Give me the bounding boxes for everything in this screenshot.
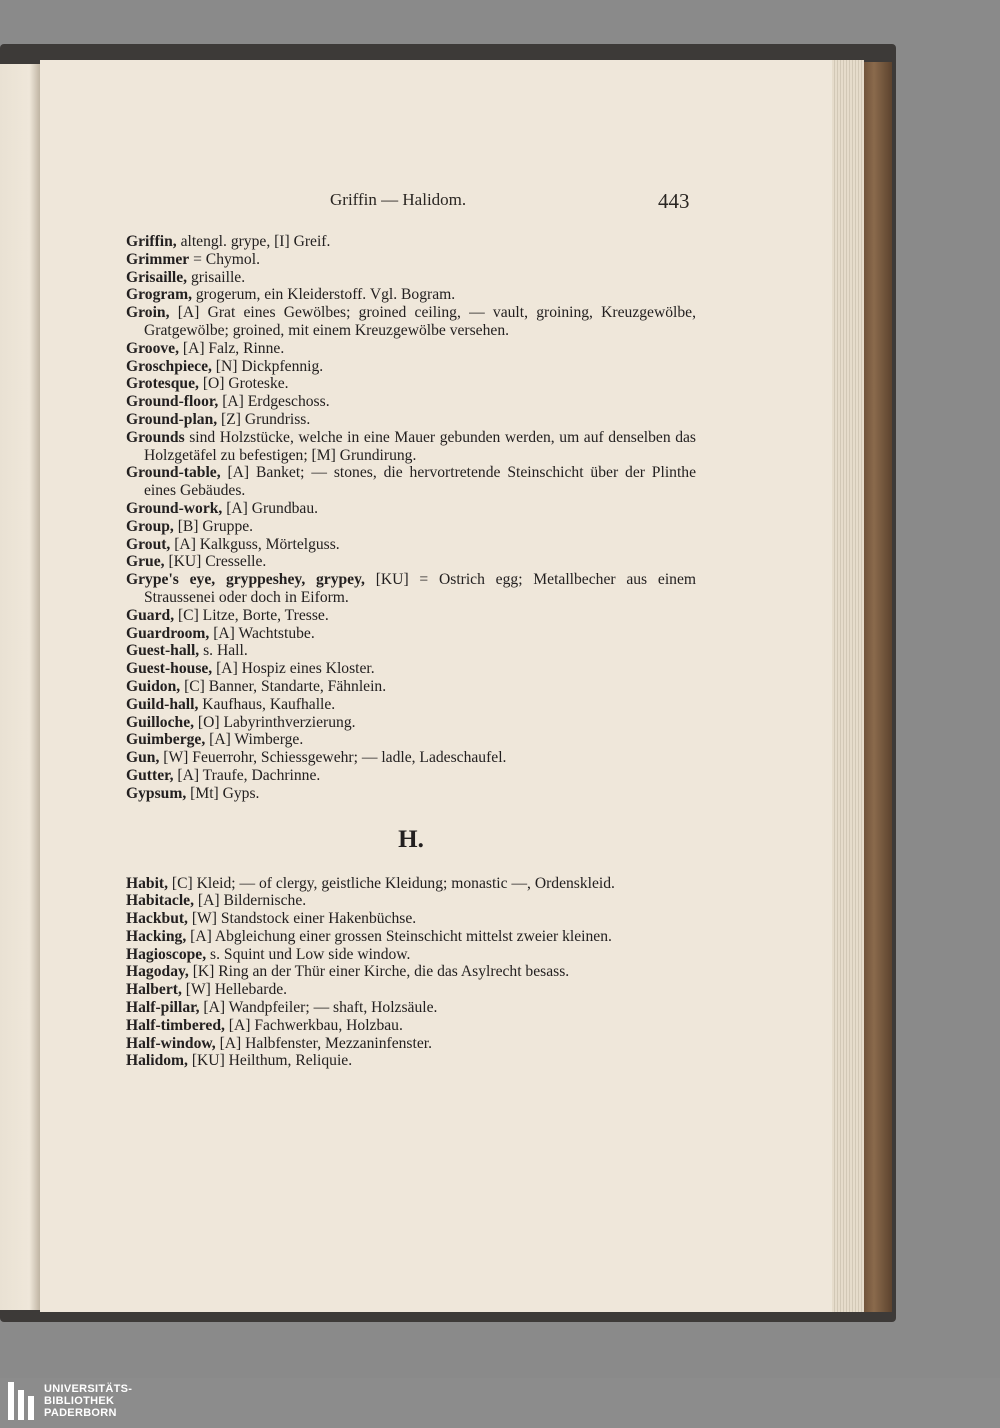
dictionary-entry [126,892,696,910]
library-logo-text [44,1383,132,1419]
library-logo [8,1382,132,1420]
entry-definition: [C] Kleid; — of clergy, geistliche Kleidung; monastic —, Ordenskleid. [168,874,615,892]
dictionary-entry [126,286,696,304]
dictionary-entry [126,785,696,803]
entry-definition: altengl. grype, [I] Greif. [176,233,331,250]
dictionary-entry [126,375,696,393]
entry-headword: Gun, [126,749,160,767]
library-logo-icon [8,1382,34,1420]
entry-headword: Grout, [126,535,171,553]
entry-definition: [A] Grundbau. [222,499,319,517]
entry-definition: grogerum, ein Kleiderstoff. Vgl. Bogram. [191,286,456,304]
entry-definition: [W] Standstock einer Hakenbüchse. [187,910,417,928]
entry-definition: grisaille. [187,268,246,286]
dictionary-entry [126,553,696,571]
dictionary-entries [126,233,696,1070]
entry-definition: [C] Banner, Standarte, Fähnlein. [180,677,387,695]
entry-headword: Hackbut, [126,910,188,928]
dictionary-entry [126,714,696,732]
entry-definition: [K] Ring an der Thür einer Kirche, die das Asylrecht besass. [188,963,570,981]
dictionary-entry [126,411,696,429]
entry-headword: Grounds [126,428,185,446]
entry-headword: Guest-hall, [126,642,200,660]
dictionary-entry [126,696,696,714]
dictionary-entry [126,464,696,500]
dictionary-entry [126,660,696,678]
book-spine [862,62,892,1312]
entry-definition: [KU] = Ostrich egg; Metallbecher aus einem Straussenei oder doch in Eiform. [144,571,697,606]
entry-definition: Kaufhaus, Kaufhalle. [198,695,336,713]
entry-headword: Guimberge, [126,731,206,749]
dictionary-entry [126,1035,696,1053]
entry-headword: Guard, [126,606,175,624]
entry-definition: [C] Litze, Borte, Tresse. [174,606,329,624]
entry-definition: [A] Kalkguss, Mörtelguss. [170,535,340,553]
entry-headword: Grotesque, [126,375,199,393]
entry-headword: Groschpiece, [126,357,212,375]
entry-headword: Guild-hall, [126,695,199,713]
entry-headword: Half-pillar, [126,999,200,1017]
entry-definition: [A] Bildernische. [194,892,307,910]
left-page-edge [0,64,42,1310]
entry-definition: [A] Erdgeschoss. [218,393,330,411]
entry-definition: [KU] Cresselle. [164,553,267,571]
dictionary-entry [126,1017,696,1035]
dictionary-entry [126,678,696,696]
footer-bar [0,1378,1000,1428]
entry-headword: Guardroom, [126,624,210,642]
entry-headword: Hagioscope, [126,945,207,963]
entry-headword: Guidon, [126,677,181,695]
entries-g [126,233,696,803]
running-head: Griffin — Halidom. [330,190,467,209]
dictionary-entry [126,393,696,411]
dictionary-entry [126,767,696,785]
page-number: 443 [658,189,690,213]
entry-definition: [A] Halbfenster, Mezzaninfenster. [215,1034,432,1052]
entry-headword: Habit, [126,874,169,892]
entry-headword: Hacking, [126,927,187,945]
entry-definition: [A] Grat eines Gewölbes; groined ceiling, — vault, groining, Kreuzgewölbe, Gratgewölbe; groined, mit einem Kreuzgewölbe versehen. [144,304,696,339]
dictionary-entry [126,358,696,376]
dictionary-entry [126,518,696,536]
entry-definition: [A] Falz, Rinne. [178,339,285,357]
entry-definition: [B] Gruppe. [173,517,254,535]
entry-headword: Grisaille, [126,268,188,286]
dictionary-entry [126,963,696,981]
dictionary-entry [126,999,696,1017]
entry-definition: [A] Wachtstube. [209,624,315,642]
entry-headword: Grue, [126,553,165,571]
entry-definition: [O] Labyrinthverzierung. [194,713,356,731]
entry-headword: Groin, [126,304,170,322]
dictionary-entry [126,749,696,767]
dictionary-entry [126,875,696,893]
dictionary-entry [126,340,696,358]
dictionary-entry [126,536,696,554]
dictionary-entry [126,251,696,269]
entry-definition: [Z] Grundriss. [217,410,311,428]
entry-definition: [O] Groteske. [198,375,289,393]
dictionary-entry [126,607,696,625]
entry-definition: s. Squint und Low side window. [206,945,411,963]
logo-line: PADERBORN [44,1407,117,1419]
entry-headword: Guest-house, [126,660,213,678]
entry-definition: [A] Wimberge. [205,731,304,749]
entry-definition: [A] Abgleichung einer grossen Steinschicht mittelst zweier kleinen. [186,927,612,945]
entry-headword: Grogram, [126,286,192,304]
dictionary-entry [126,910,696,928]
dictionary-entry [126,731,696,749]
entry-headword: Group, [126,517,174,535]
logo-line: UNIVERSITÄTS- [44,1383,133,1395]
entry-definition: [A] Banket; — stones, die hervortretende Steinschicht über der Plinthe eines Gebäudes. [144,464,696,500]
entry-definition: [W] Feuerrohr, Schiessgewehr; — ladle, Ladeschaufel. [159,749,507,767]
entry-headword: Grimmer [126,250,190,268]
entry-headword: Groove, [126,339,179,357]
entry-headword: Halidom, [126,1052,188,1070]
entry-definition: [KU] Heilthum, Reliquie. [187,1052,353,1070]
entry-headword: Ground-table, [126,464,221,482]
entry-definition: sind Holzstücke, welche in eine Mauer gebunden werden, um auf denselben das Holzgetäfel zu befestigen; [M] Grundirung. [144,428,696,464]
entry-headword: Gypsum, [126,784,187,802]
entry-headword: Ground-floor, [126,393,219,411]
dictionary-entry [126,625,696,643]
entry-definition: s. Hall. [199,642,248,660]
entry-definition: [A] Wandpfeiler; — shaft, Holzsäule. [199,999,438,1017]
dictionary-entry [126,946,696,964]
entry-headword: Habitacle, [126,892,194,910]
section-letter: H. [398,825,424,853]
entry-headword: Half-window, [126,1034,216,1052]
entries-h [126,875,696,1071]
entry-headword: Guilloche, [126,713,195,731]
entry-headword: Griffin, [126,233,177,250]
entry-headword: Ground-plan, [126,410,218,428]
dictionary-entry [126,981,696,999]
entry-headword: Grype's eye, gryppeshey, grypey, [126,571,365,589]
entry-definition: [A] Traufe, Dachrinne. [173,766,321,784]
entry-headword: Hagoday, [126,963,189,981]
dictionary-entry [126,233,696,251]
entry-definition: [N] Dickpfennig. [211,357,324,375]
entry-headword: Half-timbered, [126,1016,225,1034]
dictionary-entry [126,1052,696,1070]
dictionary-entry [126,500,696,518]
entry-headword: Halbert, [126,981,182,999]
dictionary-entry [126,642,696,660]
dictionary-entry [126,928,696,946]
dictionary-entry [126,304,696,340]
entry-definition: = Chymol. [189,250,260,268]
entry-definition: [W] Hellebarde. [181,981,288,999]
entry-definition: [Mt] Gyps. [186,784,260,802]
entry-definition: [A] Hospiz eines Kloster. [212,660,375,678]
dictionary-entry [126,269,696,287]
dictionary-entry [126,429,696,465]
entry-headword: Gutter, [126,766,174,784]
entry-headword: Ground-work, [126,499,223,517]
entry-definition: [A] Fachwerkbau, Holzbau. [224,1016,403,1034]
dictionary-entry [126,571,696,607]
logo-line: BIBLIOTHEK [44,1395,115,1407]
